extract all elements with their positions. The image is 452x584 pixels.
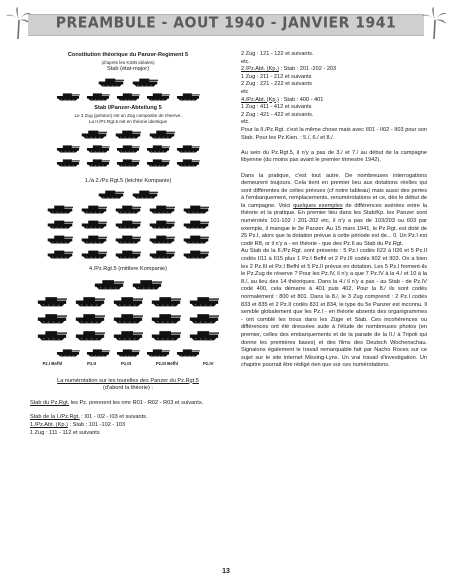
- stab-abt-numbering: Stab de la I./Pz.Rgt. : I01 - I02 - I03 et suivants.: [30, 414, 148, 421]
- tank-icon: [149, 310, 183, 325]
- kompanie-mittlere-label: 4./Pz.Rgt.5 (mittlere Kompanie): [88, 266, 168, 273]
- tank-icon: [111, 310, 145, 325]
- text-line: 2 Zug : 221 - 222 et suivants: [241, 81, 312, 88]
- text-line: 1 Zug : 211 - 212 et suivants: [241, 73, 312, 80]
- kp4-numbering: 4./Pz.Abt. (Kp.) : Stab : 400 - 401: [241, 96, 324, 103]
- abteilung-note-1: Le 3 Zug (peloton) est un Zug composite de réserve.: [74, 112, 182, 118]
- tank-row-leichte-4: [30, 232, 226, 245]
- tank-icon: [85, 346, 111, 358]
- paragraph-main: Dans la pratique, c'est tout autre. De nombreuses interrogations demeurent toujours. Cela tient en premier lieu aux dotations réelles qui sont différentes de celles prévues (cf notre tableau) mais aussi des pertes à l'embarquement, remplacements, renumérotations et ce, dès le début de la campagne. Voici quelques exemples de différences avérées entre la théorie et la pratique. En premier lieu dans les Stab/Kp. les Panzer sont numérotés 101-102 / 201-202 etc, il n'y a pas de 103/203 ou 603 par exemple, il manque le 3e Panzer. Au 15 mars 1941, le Pz.Rgt. est doté de 25 Pz.I, alors que la dotation prévue à cette période est de... 0. Un Pz.I est codé R8, or il n'y a - en théorie - que des Pz.II au Stab du Pz.Rgt.: [241, 172, 428, 247]
- tank-row-leichte-2: [30, 202, 226, 215]
- tank-icon: [45, 232, 75, 245]
- tank-icon: [147, 202, 177, 215]
- tank-icon: [113, 202, 143, 215]
- zug1-numbering: 1 Zug : 111 - 112 et suivants: [30, 429, 100, 436]
- tank-row-stab-2: [30, 90, 226, 102]
- paragraph-libye: Au sein du Pz.Rgt.5, il n'y a pas de 3./ et 7./ au début de la campagne libyenne (du moins pas avant le premier trimestre 1942).: [241, 149, 427, 164]
- tank-icon: [181, 202, 211, 215]
- tank-icon: [147, 127, 177, 140]
- tank-icon: [175, 156, 201, 168]
- kp1-numbering: 1./Pz.Abt. (Kp.) : Stab : 101 -102 - 103: [30, 421, 126, 428]
- text-line: etc.: [241, 58, 251, 65]
- tank-icon: [145, 142, 171, 154]
- tank-icon: [175, 142, 201, 154]
- tank-icon: [147, 232, 177, 245]
- tank-icon: [187, 327, 221, 342]
- tank-icon: [145, 346, 171, 358]
- tank-icon: [79, 217, 109, 230]
- tank-icon: [55, 346, 81, 358]
- tank-row-mittlere-2: [30, 293, 226, 308]
- tank-icon: [115, 90, 141, 102]
- tank-icon: [113, 217, 143, 230]
- tank-icon: [73, 327, 107, 342]
- tank-icon: [113, 232, 143, 245]
- paragraph-ii: Pour la II./Pz.Rgt. c'est la même chose mais avec II01 - II02 - II03 pour son Stab. Pour les Pz.Kien. : 5./, 6./ et 8./.: [241, 126, 427, 141]
- tank-icon: [55, 156, 81, 168]
- tank-icon: [73, 310, 107, 325]
- page-title: PREAMBULE - AOUT 1940 - JANVIER 1941: [55, 14, 397, 32]
- tank-row-mittlere-1: [30, 276, 226, 291]
- paragraph-stab: Au Stab de la II./Pz.Rgt. sont présents : 5 Pz.I codés II22 à II26 et 5 Pz.II codés II11 à II15 plus 1 Pz.I Befhl et 2 Pz.III codés II02 et II03. On a bien les 2 Pz.III et Pz.I Befhl et 5 Pz.II prévus en dotation. Les 5 Pz.I forment-ils le Pz.Zug de réserve ? Pour les Pz.IV, il n'y a que 7 Pz.IV à la 4./ et 10 à la 8./, au lieu des 14 théoriques. Dans la 4./ il n'y a pas - au Stab - de Pz.IV codé 400, cela démarre à 401 puis 402. Pour la 8./ ils sont codés normalement : 800 et 801. Dans la 8./, le 3 Zug comprend : 2 Pz.I codés 833 et 835 et 2 Pz.II codés 831 et 834, le type du 5e Panzer est inconnu. Il semble globalement que les Pz.I - en théorie absents des organigrammes - ont comblé les trous dans les Züge et Stab. Ces incohérences ou différences ont été dressées suite à l'étude de nombreuses photos (en premier, celles des embarquements et de la parade de la II./ à Tripoli qui donne les premières bases) et des films des Deutsch Wochenschau. Signalons également le travail remarquable fait par Nacho Roces sur ce sujet sur le site internet Missing-Lynx. Un vrai travail d'investigation. Un chapitre pourrait être rédigé rien que sur ces numérotations.: [241, 248, 427, 369]
- header-banner: [0, 6, 452, 40]
- stab-numbering: Stab du Pz.Rgt. les Pz. prennent les nmr R01 - R02 - R03 et suivants.: [30, 399, 204, 406]
- tank-label: Pz.III Befhl: [155, 360, 179, 366]
- tank-label: Pz.III: [120, 360, 131, 366]
- tank-icon: [111, 327, 145, 342]
- tank-icon: [111, 293, 145, 308]
- tank-icon: [181, 232, 211, 245]
- tank-icon: [115, 346, 141, 358]
- tank-label: Pz.II: [87, 360, 96, 366]
- stab-label: Stab (état-major): [107, 65, 149, 72]
- tank-icon: [175, 90, 201, 102]
- tank-icon: [149, 293, 183, 308]
- tank-icon: [35, 293, 69, 308]
- tank-icon: [147, 247, 177, 260]
- tank-icon: [96, 187, 126, 200]
- tank-icon: [55, 90, 81, 102]
- tank-label: Pz.IV: [203, 360, 214, 366]
- abteilung-note-2: La II./Pz.Rgt.5 est en théorie identique: [88, 118, 168, 124]
- tank-icon: [130, 187, 160, 200]
- tank-icon: [85, 156, 111, 168]
- tank-row-types: [30, 346, 226, 358]
- tank-icon: [187, 310, 221, 325]
- tank-row-leichte-3: [30, 217, 226, 230]
- tank-type-labels: [30, 360, 226, 368]
- tank-row-abt-2: [30, 142, 226, 154]
- tank-icon: [113, 247, 143, 260]
- left-column: [30, 52, 226, 437]
- org-subtitle: (d'après les KStN idéales): [101, 59, 155, 65]
- tank-row-abt-1: [30, 127, 226, 140]
- tank-row-mittlere-3: [30, 310, 226, 325]
- tank-icon: [149, 327, 183, 342]
- tank-row-abt-3: [30, 156, 226, 168]
- tank-icon: [147, 217, 177, 230]
- tank-icon: [145, 156, 171, 168]
- tank-icon: [113, 127, 143, 140]
- tank-icon: [130, 75, 160, 88]
- numbering-title: La numérotation sur les tourelles des Panzer du Pz.Rgt.5: [57, 377, 199, 384]
- tank-icon: [115, 142, 141, 154]
- tank-icon: [181, 217, 211, 230]
- tank-icon: [73, 293, 107, 308]
- numbering-subtitle: (d'abord la théorie) :: [103, 385, 153, 392]
- text-line: 2 Zug : 121 - 122 et suivants.: [241, 51, 314, 57]
- page-number: 13: [222, 568, 230, 575]
- tank-icon: [175, 346, 201, 358]
- right-column: [241, 51, 427, 370]
- tank-icon: [92, 276, 126, 291]
- tank-icon: [130, 276, 164, 291]
- tank-icon: [55, 142, 81, 154]
- palm-tree-icon: [420, 6, 448, 40]
- text-line: 1 Zug : 411 - 412 et suivants: [241, 104, 312, 111]
- tank-icon: [96, 75, 126, 88]
- tank-label: Pz.I Befhl: [42, 360, 63, 366]
- kompanie-leichte-label: 1./à 2./Pz.Rgt.5 (leichte Kompanie): [84, 177, 172, 184]
- tank-icon: [35, 310, 69, 325]
- tank-icon: [45, 247, 75, 260]
- tank-row-leichte-5: [30, 247, 226, 260]
- tank-icon: [79, 202, 109, 215]
- tank-row-mittlere-4: [30, 327, 226, 342]
- tank-icon: [145, 90, 171, 102]
- abteilung-title: Stab I/Panzer-Abteilung 5: [94, 105, 162, 112]
- tank-icon: [181, 247, 211, 260]
- tank-row-stab-1: [30, 75, 226, 88]
- tank-icon: [187, 293, 221, 308]
- text-line: 2 Zug : 421 - 422 et suivants.: [241, 111, 314, 118]
- text-line: etc.: [241, 119, 251, 126]
- tank-icon: [79, 127, 109, 140]
- tank-icon: [115, 156, 141, 168]
- tank-icon: [85, 142, 111, 154]
- tank-icon: [79, 232, 109, 245]
- tank-row-leichte-1: [30, 187, 226, 200]
- tank-icon: [79, 247, 109, 260]
- tank-icon: [35, 327, 69, 342]
- tank-icon: [45, 217, 75, 230]
- tank-icon: [85, 90, 111, 102]
- org-title: Constitution théorique du Panzer-Regiment 5: [67, 52, 189, 58]
- text-line: etc: [241, 88, 249, 95]
- kp2-numbering: 2./Pz.Abt. (Kp.) : Stab : 201 -202 - 203: [241, 66, 337, 73]
- tank-icon: [45, 202, 75, 215]
